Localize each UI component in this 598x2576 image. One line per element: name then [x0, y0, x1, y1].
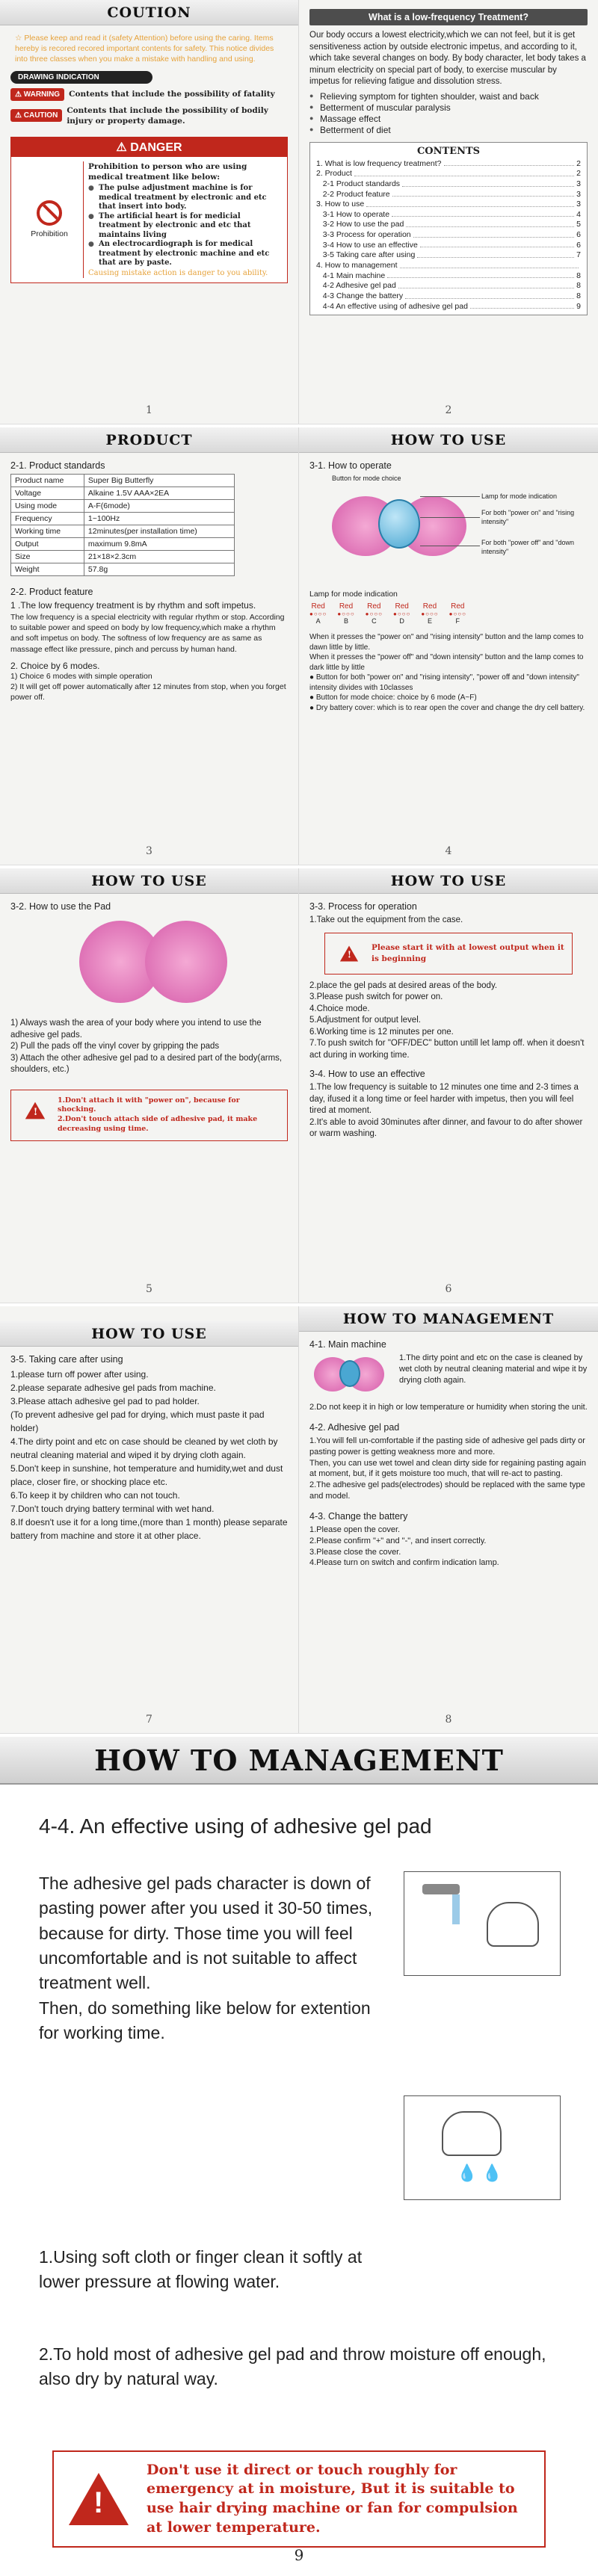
- table-row: Size 21×18×2.3cm: [11, 551, 235, 563]
- table-row: Output maximum 9.8mA: [11, 538, 235, 551]
- toc-item: 4-3 Change the battery 8: [316, 291, 581, 300]
- lamp-indicator: Red ●○○○ E: [421, 602, 439, 626]
- feature-1-body: The low frequency is a special electricity with regular rhythm or stop. According to suitable power and speed on body by low frequency,which make a rhythm and soft impetus on body. The softness of low frequency are as same as massage effect like pressure, pinch and percuss by human hand.: [10, 613, 285, 654]
- page-3: [0, 427, 299, 865]
- device-image: [309, 1353, 392, 1397]
- intro-text: ☆ Please keep and read it (safety Attention) before using the caring. Items hereby is recored recored important contents for safety. This notice divides into three classes when you make a mistake with handling and using.: [15, 34, 274, 64]
- feature-2-body: 1) Choice 6 modes with simple operation 2) It will get off power automatically after 12 minutes from stop, when you forget power off.: [10, 671, 286, 702]
- lamp-indicator: Red ●○○○ A: [309, 602, 327, 626]
- section-heading: 4-3. Change the battery: [309, 1510, 408, 1522]
- page-number: 5: [146, 1283, 152, 1295]
- page-title: HOW TO USE: [299, 427, 598, 453]
- spread-4: [0, 1306, 598, 1734]
- spec-table: [10, 474, 235, 576]
- warning-triangle-icon: !: [25, 1102, 45, 1119]
- feature-1-title: 1 .The low frequency treatment is by rhythm and soft impetus.: [10, 600, 256, 611]
- page-number: 6: [445, 1283, 452, 1295]
- list-item: ● The pulse adjustment machine is for medical treatment by electronic and etc that insert into body.: [88, 184, 283, 212]
- caution-tag: ⚠ CAUTION: [10, 109, 62, 122]
- toc-item: 3-5 Taking care after using 7: [316, 250, 581, 260]
- page-title: HOW TO USE: [0, 868, 298, 894]
- page-8: [299, 1306, 598, 1733]
- danger-note: Causing mistake action is danger to you ability.: [88, 268, 268, 277]
- page-title: HOW TO USE: [299, 868, 598, 894]
- caution-text: Contents that include the possibility of bodily injury or property damage.: [67, 105, 268, 126]
- section-heading: 3-3. Process for operation: [309, 901, 417, 912]
- gel-pad-care: 1.You will fell un-comfortable if the pasting side of adhesive gel pads dirty or pasting power is getting weakness more and more. Then, you can use wet towel and clean dirty side for regaining pasting again at moment, but, if it gets moisture too much, that will re-act to pasting. 2.The adhesive gel pads(electrodes) should be replaced with the same type and model.: [309, 1436, 586, 1501]
- lamp-dots-icon: ●○○○: [309, 611, 327, 618]
- machine-care-1: 1.The dirty point and etc on the case is cleaned by wet cloth by neutral cleaning material and wipe it by drying cloth again.: [399, 1353, 588, 1385]
- toc-item: 3-4 How to use an effective 6: [316, 240, 581, 250]
- page-1: [0, 0, 299, 424]
- page-title: HOW TO MANAGEMENT: [0, 1737, 598, 1785]
- warning-row: [10, 88, 288, 101]
- benefits-list: [309, 91, 588, 136]
- table-row: Product name Super Big Butterfly: [11, 475, 235, 487]
- lamp-row: [309, 602, 588, 625]
- lamp-dots-icon: ●○○○: [392, 611, 411, 618]
- lamp-indicator: Red ●○○○ B: [337, 602, 355, 626]
- droplets-icon: 💧 💧: [457, 2163, 502, 2182]
- page-5: [0, 868, 299, 1303]
- table-row: Working time 12minutes(per installation time): [11, 525, 235, 538]
- spread-2: [0, 427, 598, 865]
- section-heading: 3-4. How to use an effective: [309, 1069, 425, 1080]
- drying-illustration: [404, 2095, 561, 2200]
- warning-triangle-icon: !: [69, 2473, 129, 2525]
- page-number: 1: [146, 404, 152, 416]
- care-steps: 1.please turn off power after using. 2.please separate adhesive gel pads from machine. 3.Please attach adhesive gel pad to pad holder. (To prevent adhesive gel pad for drying, which must paste it pad holder) 4.The dirty point and etc on case should be cleaned by wet cloth by neutral cleaning material and wiped it by drying cloth again. 5.Don't keep in sunshine, hot temperature and humidity,wet and dust place, closer fire, or shocking place etc. 6.To keep it by children who can not touch. 7.Don't touch drying battery terminal with wet hand. 8.If doesn't use it for a long time,(more than 1 month) please separate battery from machine and store it at other place.: [10, 1369, 288, 1541]
- device-icon: [378, 499, 420, 549]
- down-label: For both "power off" and "down intensity": [481, 539, 574, 556]
- spread-3: [0, 868, 598, 1303]
- section-heading: 3-5. Taking care after using: [10, 1354, 123, 1365]
- contents-box: [309, 142, 588, 316]
- feature-2-title: 2. Choice by 6 modes.: [10, 660, 100, 671]
- page-number: 8: [445, 1714, 452, 1726]
- prohibition-icon: [37, 200, 62, 226]
- section-heading: 4-1. Main machine: [309, 1339, 386, 1350]
- drawing-indication-label: DRAWING INDICATION: [10, 71, 152, 84]
- machine-care-2: 2.Do not keep it in high or low temperature or humidity when storing the unit.: [309, 1403, 588, 1412]
- toc-item: 3-2 How to use the pad 5: [316, 220, 581, 229]
- lamp-dots-icon: ●○○○: [421, 611, 439, 618]
- device-diagram: [309, 474, 588, 586]
- section-heading: 2-2. Product feature: [10, 587, 93, 597]
- danger-header: ⚠ DANGER: [11, 138, 287, 157]
- lamp-title: Lamp for mode indication: [309, 590, 398, 599]
- page-9: [0, 1737, 598, 2576]
- toc-item: 2. Product 2: [316, 169, 581, 179]
- page-title: HOW TO MANAGEMENT: [299, 1306, 598, 1332]
- intro-text: Our body occurs a lowest electricity,which we can not feel, but it is get sensitiveness action by outside electronic impetus, and according to it, which take several changes on body. By body character, let body takes a minum electricity on special part of body, to exercise muscular by impetus for relieving fatigue and dissolution stress.: [309, 31, 586, 87]
- page-6: [299, 868, 598, 1303]
- list-item: ● Relieving symptom for tighten shoulder, waist and back: [309, 91, 588, 102]
- lamp-indicator: Red ●○○○ D: [392, 602, 411, 626]
- gel-pad-image: [10, 916, 288, 1013]
- section-heading: 3-1. How to operate: [309, 460, 392, 471]
- list-item: ● An electrocardiograph is for medical treatment by electronic machine and etc that are by paste.: [88, 240, 283, 268]
- list-item: ● Massage effect: [309, 114, 588, 125]
- toc-item: 1. What is low frequency treatment? 2: [316, 158, 581, 168]
- table-row: Using mode A-F(6mode): [11, 500, 235, 513]
- contents-title: CONTENTS: [416, 145, 481, 157]
- start-warning-box: ! Please start it with at lowest output when it is beginning: [324, 933, 573, 975]
- page-2: [299, 0, 598, 424]
- gel-step-2: 2.To hold most of adhesive gel pad and throw moisture off enough, also dry by natural way.: [39, 2344, 546, 2389]
- mode-button-label: Button for mode choice: [332, 475, 401, 482]
- washing-illustration: [404, 1871, 561, 1976]
- page-number: 2: [445, 404, 452, 416]
- danger-lead: Prohibition to person who are using medical treatment like below:: [88, 161, 247, 182]
- lamp-indicator: Red ●○○○ F: [449, 602, 466, 626]
- warning-text: Contents that include the possibility of fatality: [69, 89, 275, 99]
- page-title: HOW TO USE: [0, 1321, 298, 1347]
- page-number: 3: [146, 845, 152, 857]
- list-item: ● Betterment of muscular paralysis: [309, 102, 588, 114]
- operate-body: When it presses the "power on" and "rising intensity" button and the lamp comes to dawn little by little. When it presses the "power off" and "down intensity" button and the lamp comes to dark little by little ● Button for both "power on" and "rising intensity", "power off and "down intensity" intensity divides with 10classes ● Button for mode choice: choice by 6 mode (A~F) ● Dry battery cover: which is to rear open the cover and change the dry cell battery.: [309, 633, 585, 712]
- lamp-label: Lamp for mode indication: [481, 492, 558, 500]
- toc-item: 4-4 An effective using of adhesive gel pad 9: [316, 301, 581, 311]
- page-title: COUTION: [0, 0, 298, 25]
- page-number: 9: [294, 2546, 304, 2564]
- hand-icon: [487, 1902, 539, 1947]
- pad-warning-box: ! 1.Don't attach it with "power on", because for shocking. 2.Don't touch attach side of adhesive pad, it make decreasing using time.: [10, 1090, 288, 1141]
- warning-triangle-icon: !: [340, 945, 358, 961]
- warning-tag: ⚠ WARNING: [10, 88, 64, 101]
- effective-steps: 1.The low frequency is suitable to 12 minutes one time and 2-3 times a day, ifused it a long time or feel harder with impetus, then you will feel tired at moment. 2.It's able to avoid 30minutes after dinner, and favour to do after shower or warm washing.: [309, 1083, 583, 1139]
- list-item: ● Betterment of diet: [309, 125, 588, 136]
- lamp-dots-icon: ●○○○: [337, 611, 355, 618]
- toc-item: 3-3 Process for operation 6: [316, 230, 581, 240]
- section-heading: 4-2. Adhesive gel pad: [309, 1421, 400, 1433]
- lamp-dots-icon: ●○○○: [365, 611, 383, 618]
- lamp-dots-icon: ●○○○: [449, 611, 466, 618]
- gel-intro-text: The adhesive gel pads character is down of pasting power after you used it 30-50 times, because for dirty. Those time you will feel uncomfortable and is not suitable to affect treatment well. Then, do something like below for extention for working time.: [39, 1874, 373, 2043]
- toc-item: 2-1 Product standards 3: [316, 179, 581, 188]
- page-title: PRODUCT: [0, 427, 298, 453]
- section-heading: 3-2. How to use the Pad: [10, 901, 111, 912]
- pad-steps: 1) Always wash the area of your body where you intend to use the adhesive gel pads. 2) Pull the pads off the vinyl cover by gripping the pads 3) Attach the other adhesive gel pad to a desired part of the body(arms, shoulders, etc.): [10, 1019, 283, 1075]
- gel-step-1: 1.Using soft cloth or finger clean it softly at lower pressure at flowing water.: [39, 2247, 363, 2292]
- gel-warning-box: ! Don't use it direct or touch roughly for emergency at in moisture, But it is suitable to use hair drying machine or fan for compulsion at lower temperature.: [52, 2450, 546, 2548]
- table-row: Weight 57.8g: [11, 563, 235, 576]
- rising-label: For both "power on" and "rising intensity": [481, 509, 575, 526]
- page-number: 7: [146, 1714, 152, 1726]
- spread-1: [0, 0, 598, 424]
- toc-item: 4-1 Main machine 8: [316, 271, 581, 280]
- process-steps: 2.place the gel pads at desired areas of the body. 3.Please push switch for power on. 4.Choice mode. 5.Adjustment for output level. 6.Working time is 12 minutes per one. 7.To push switch for "OFF/DEC" button untill let lamp off. when it doesn't act during in working time.: [309, 980, 585, 1060]
- faucet-icon: [422, 1884, 460, 1894]
- section-heading: 2-1. Product standards: [10, 460, 105, 471]
- section-heading: 4-4. An effective using of adhesive gel pad: [39, 1814, 432, 1838]
- toc-list: [316, 159, 581, 312]
- danger-box: [10, 137, 288, 283]
- page-number: 4: [445, 845, 452, 857]
- prohibition-label: Prohibition: [31, 229, 68, 238]
- process-step-1: 1.Take out the equipment from the case.: [309, 915, 463, 924]
- toc-item: 3-1 How to operate 4: [316, 209, 581, 219]
- danger-list: [88, 184, 283, 268]
- toc-item: 3. How to use 3: [316, 200, 581, 209]
- table-row: Voltage Alkaine 1.5V AAA×2EA: [11, 487, 235, 500]
- battery-steps: 1.Please open the cover. 2.Please confirm "+" and "-", and insert correctly. 3.Please close the cover. 4.Please turn on switch and confirm indication lamp.: [309, 1525, 499, 1568]
- toc-item: 4-2 Adhesive gel pad 8: [316, 281, 581, 291]
- lamp-indicator: Red ●○○○ C: [365, 602, 383, 626]
- section-heading: What is a low-frequency Treatment?: [309, 9, 588, 25]
- list-item: ● The artificial heart is for medicial treatment by electronic and etc that maintains living: [88, 212, 283, 241]
- page-7: [0, 1306, 299, 1733]
- toc-item: 2-2 Product feature 3: [316, 189, 581, 199]
- hand-icon: [442, 2111, 502, 2156]
- table-row: Frequency 1~100Hz: [11, 513, 235, 525]
- toc-item: 4. How to management: [316, 261, 581, 271]
- page-4: [299, 427, 598, 865]
- caution-row: [10, 105, 288, 126]
